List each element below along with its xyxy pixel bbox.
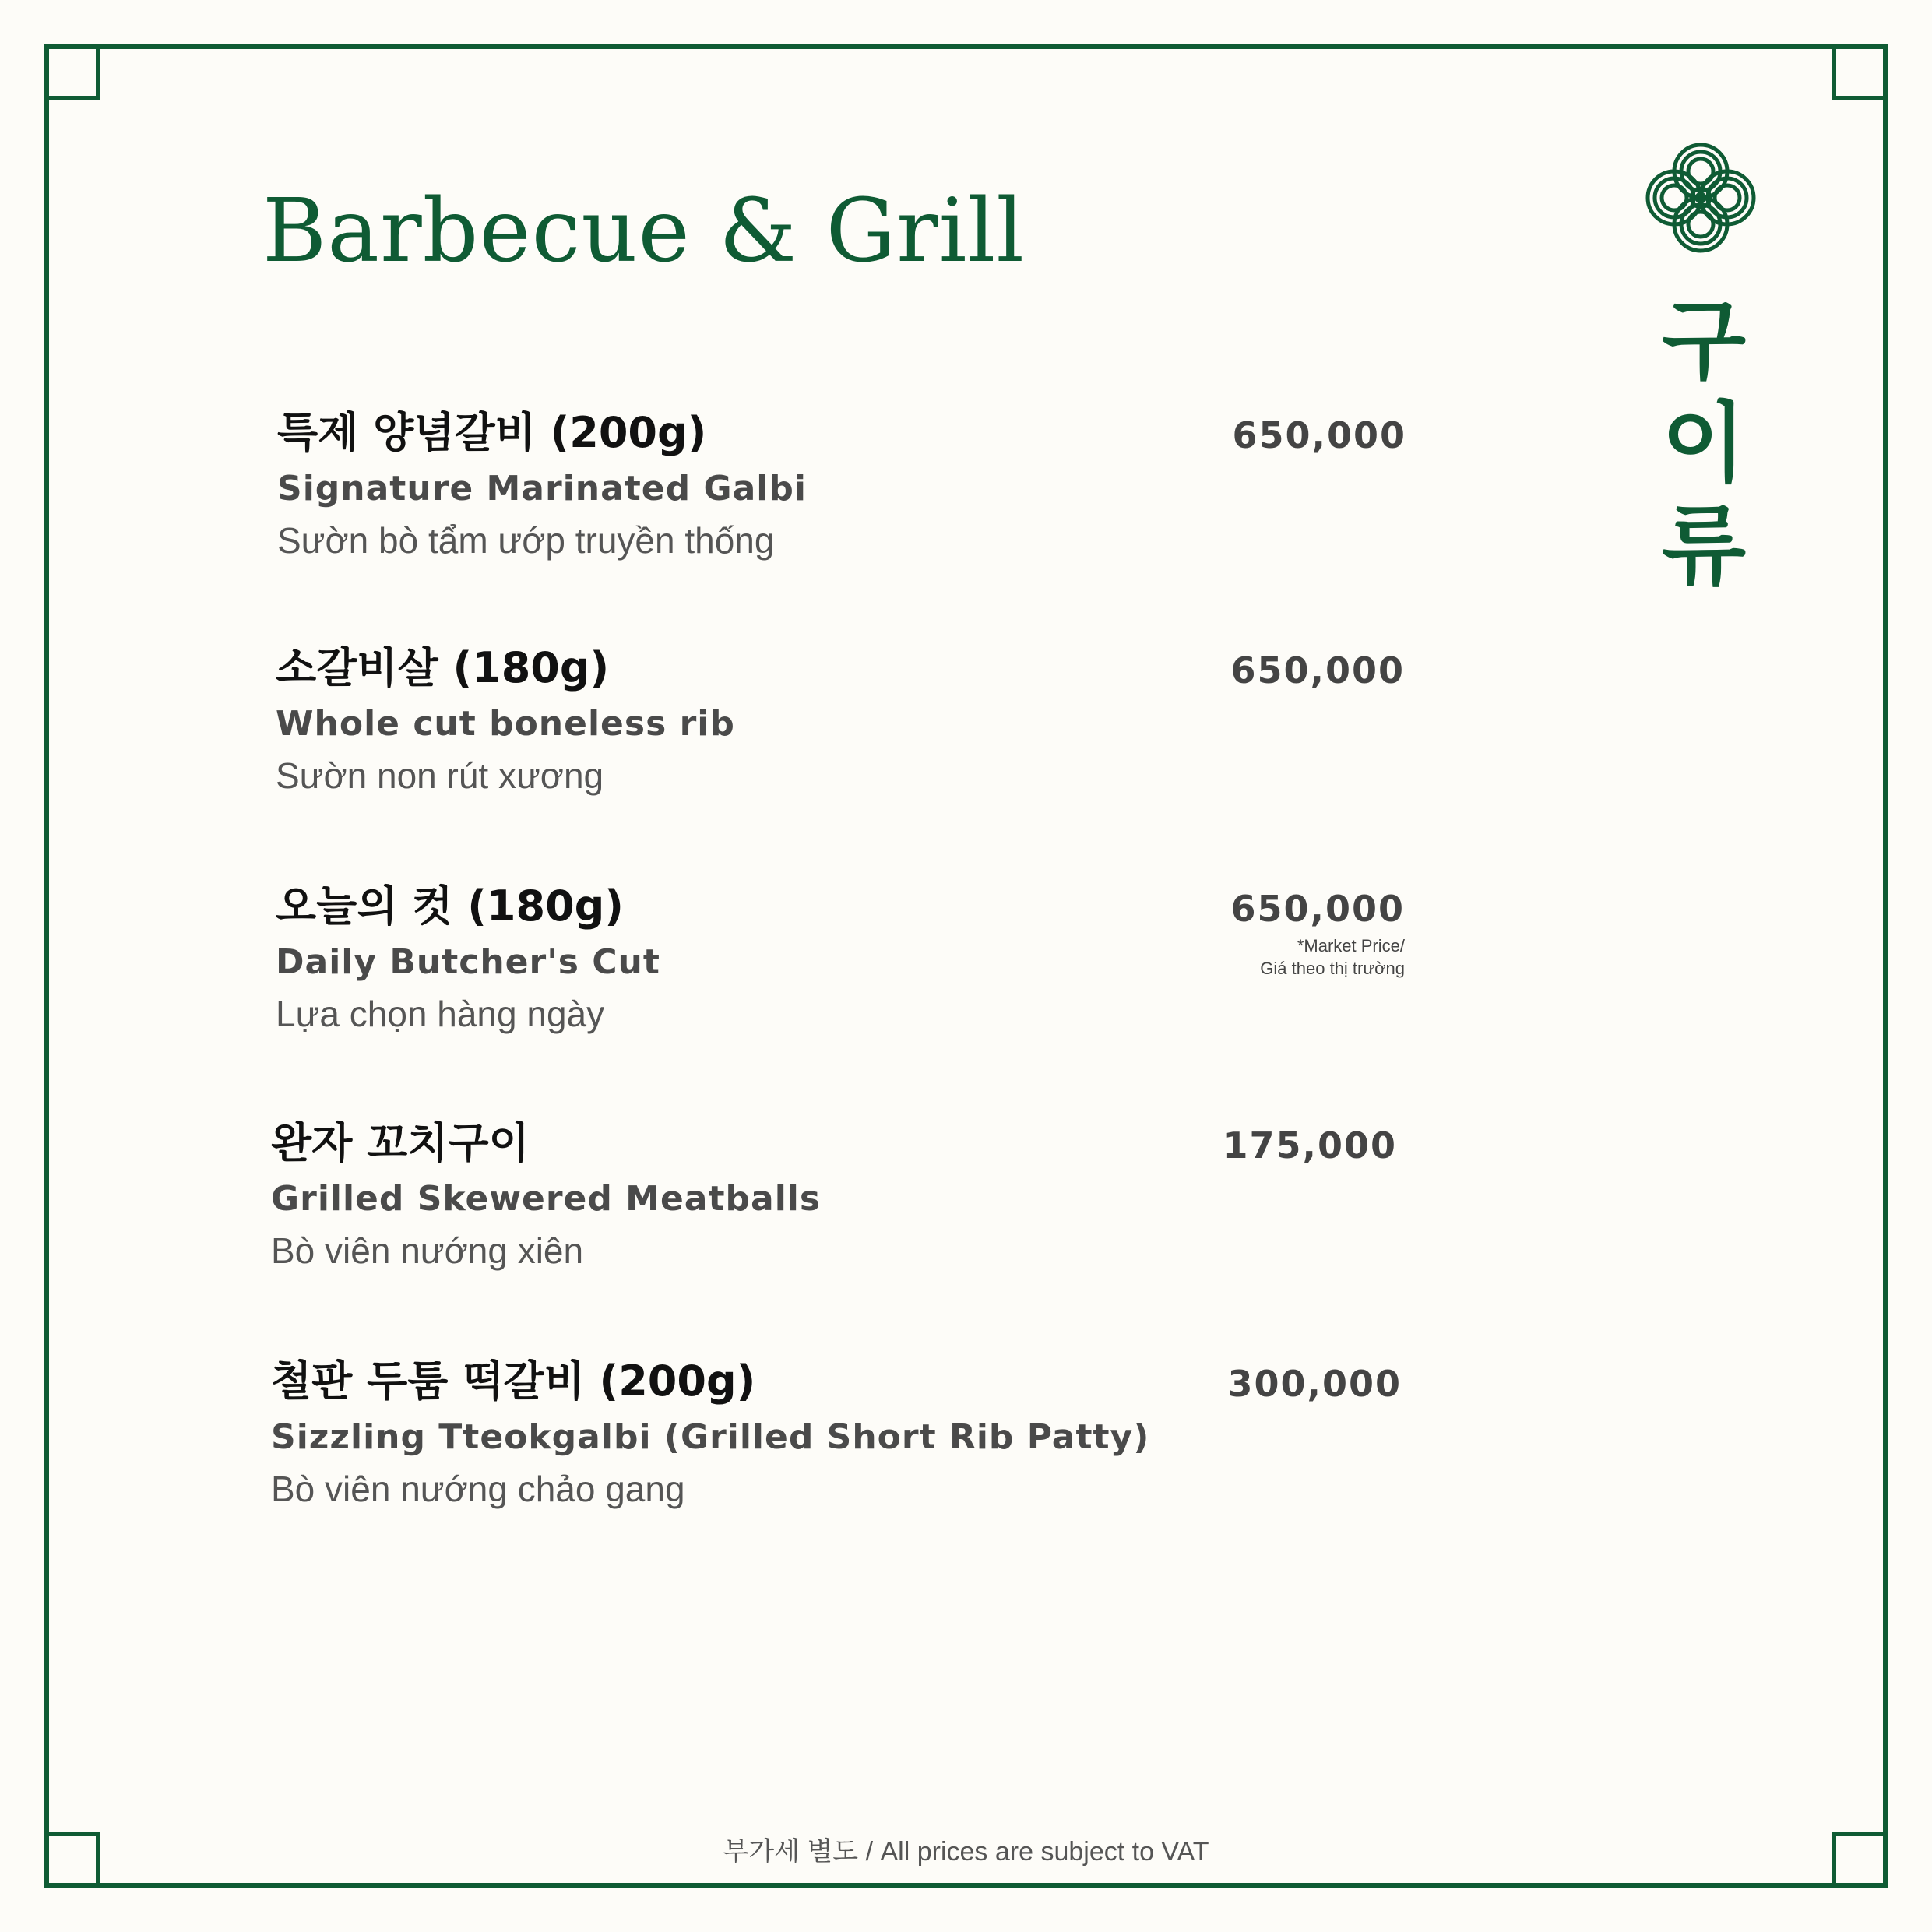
item-korean-name: 오늘의 컷 (180g): [276, 882, 624, 931]
vertical-title-char: 구: [1661, 290, 1747, 392]
item-english-name: Sizzling Tteokgalbi (Grilled Short Rib Patty): [271, 1417, 1150, 1457]
item-vietnamese-name: Sườn non rút xương: [276, 755, 604, 796]
item-english-name: Whole cut boneless rib: [276, 704, 735, 744]
item-price: 650,000: [1232, 414, 1406, 456]
item-vietnamese-name: Bò viên nướng chảo gang: [271, 1469, 685, 1509]
item-vietnamese-name: Bò viên nướng xiên: [271, 1230, 584, 1271]
corner-ornament-top-left: [44, 44, 100, 100]
item-price: 650,000: [1230, 649, 1405, 692]
item-korean-name: 철판 두툼 떡갈비 (200g): [271, 1357, 756, 1406]
item-korean-name: 완자 꼬치구이: [271, 1118, 530, 1167]
item-vietnamese-name: Lựa chọn hàng ngày: [276, 994, 605, 1034]
vat-footer-note: 부가세 별도 / All prices are subject to VAT: [723, 1837, 1209, 1867]
item-english-name: Grilled Skewered Meatballs: [271, 1179, 822, 1219]
market-price-note-line: *Market Price/: [1297, 936, 1405, 955]
item-price: 175,000: [1223, 1124, 1397, 1167]
page-title: Barbecue & Grill: [262, 181, 1026, 282]
item-price: 300,000: [1227, 1363, 1402, 1405]
market-price-note: [1148, 934, 1405, 980]
item-price: 650,000: [1230, 888, 1405, 930]
item-korean-name: 특제 양념갈비 (200g): [277, 408, 707, 457]
corner-ornament-top-right: [1832, 44, 1888, 100]
vertical-title-char: 류: [1661, 496, 1747, 597]
restaurant-logo-icon: [1635, 132, 1766, 263]
vertical-title-char: 이: [1661, 393, 1747, 494]
vertical-korean-title: [1661, 290, 1747, 598]
market-price-note-line: Giá theo thị trường: [1260, 959, 1405, 978]
item-english-name: Signature Marinated Galbi: [277, 469, 807, 509]
item-vietnamese-name: Sườn bò tẩm ướp truyền thống: [277, 520, 775, 561]
item-english-name: Daily Butcher's Cut: [276, 942, 660, 982]
item-korean-name: 소갈비살 (180g): [276, 643, 610, 692]
